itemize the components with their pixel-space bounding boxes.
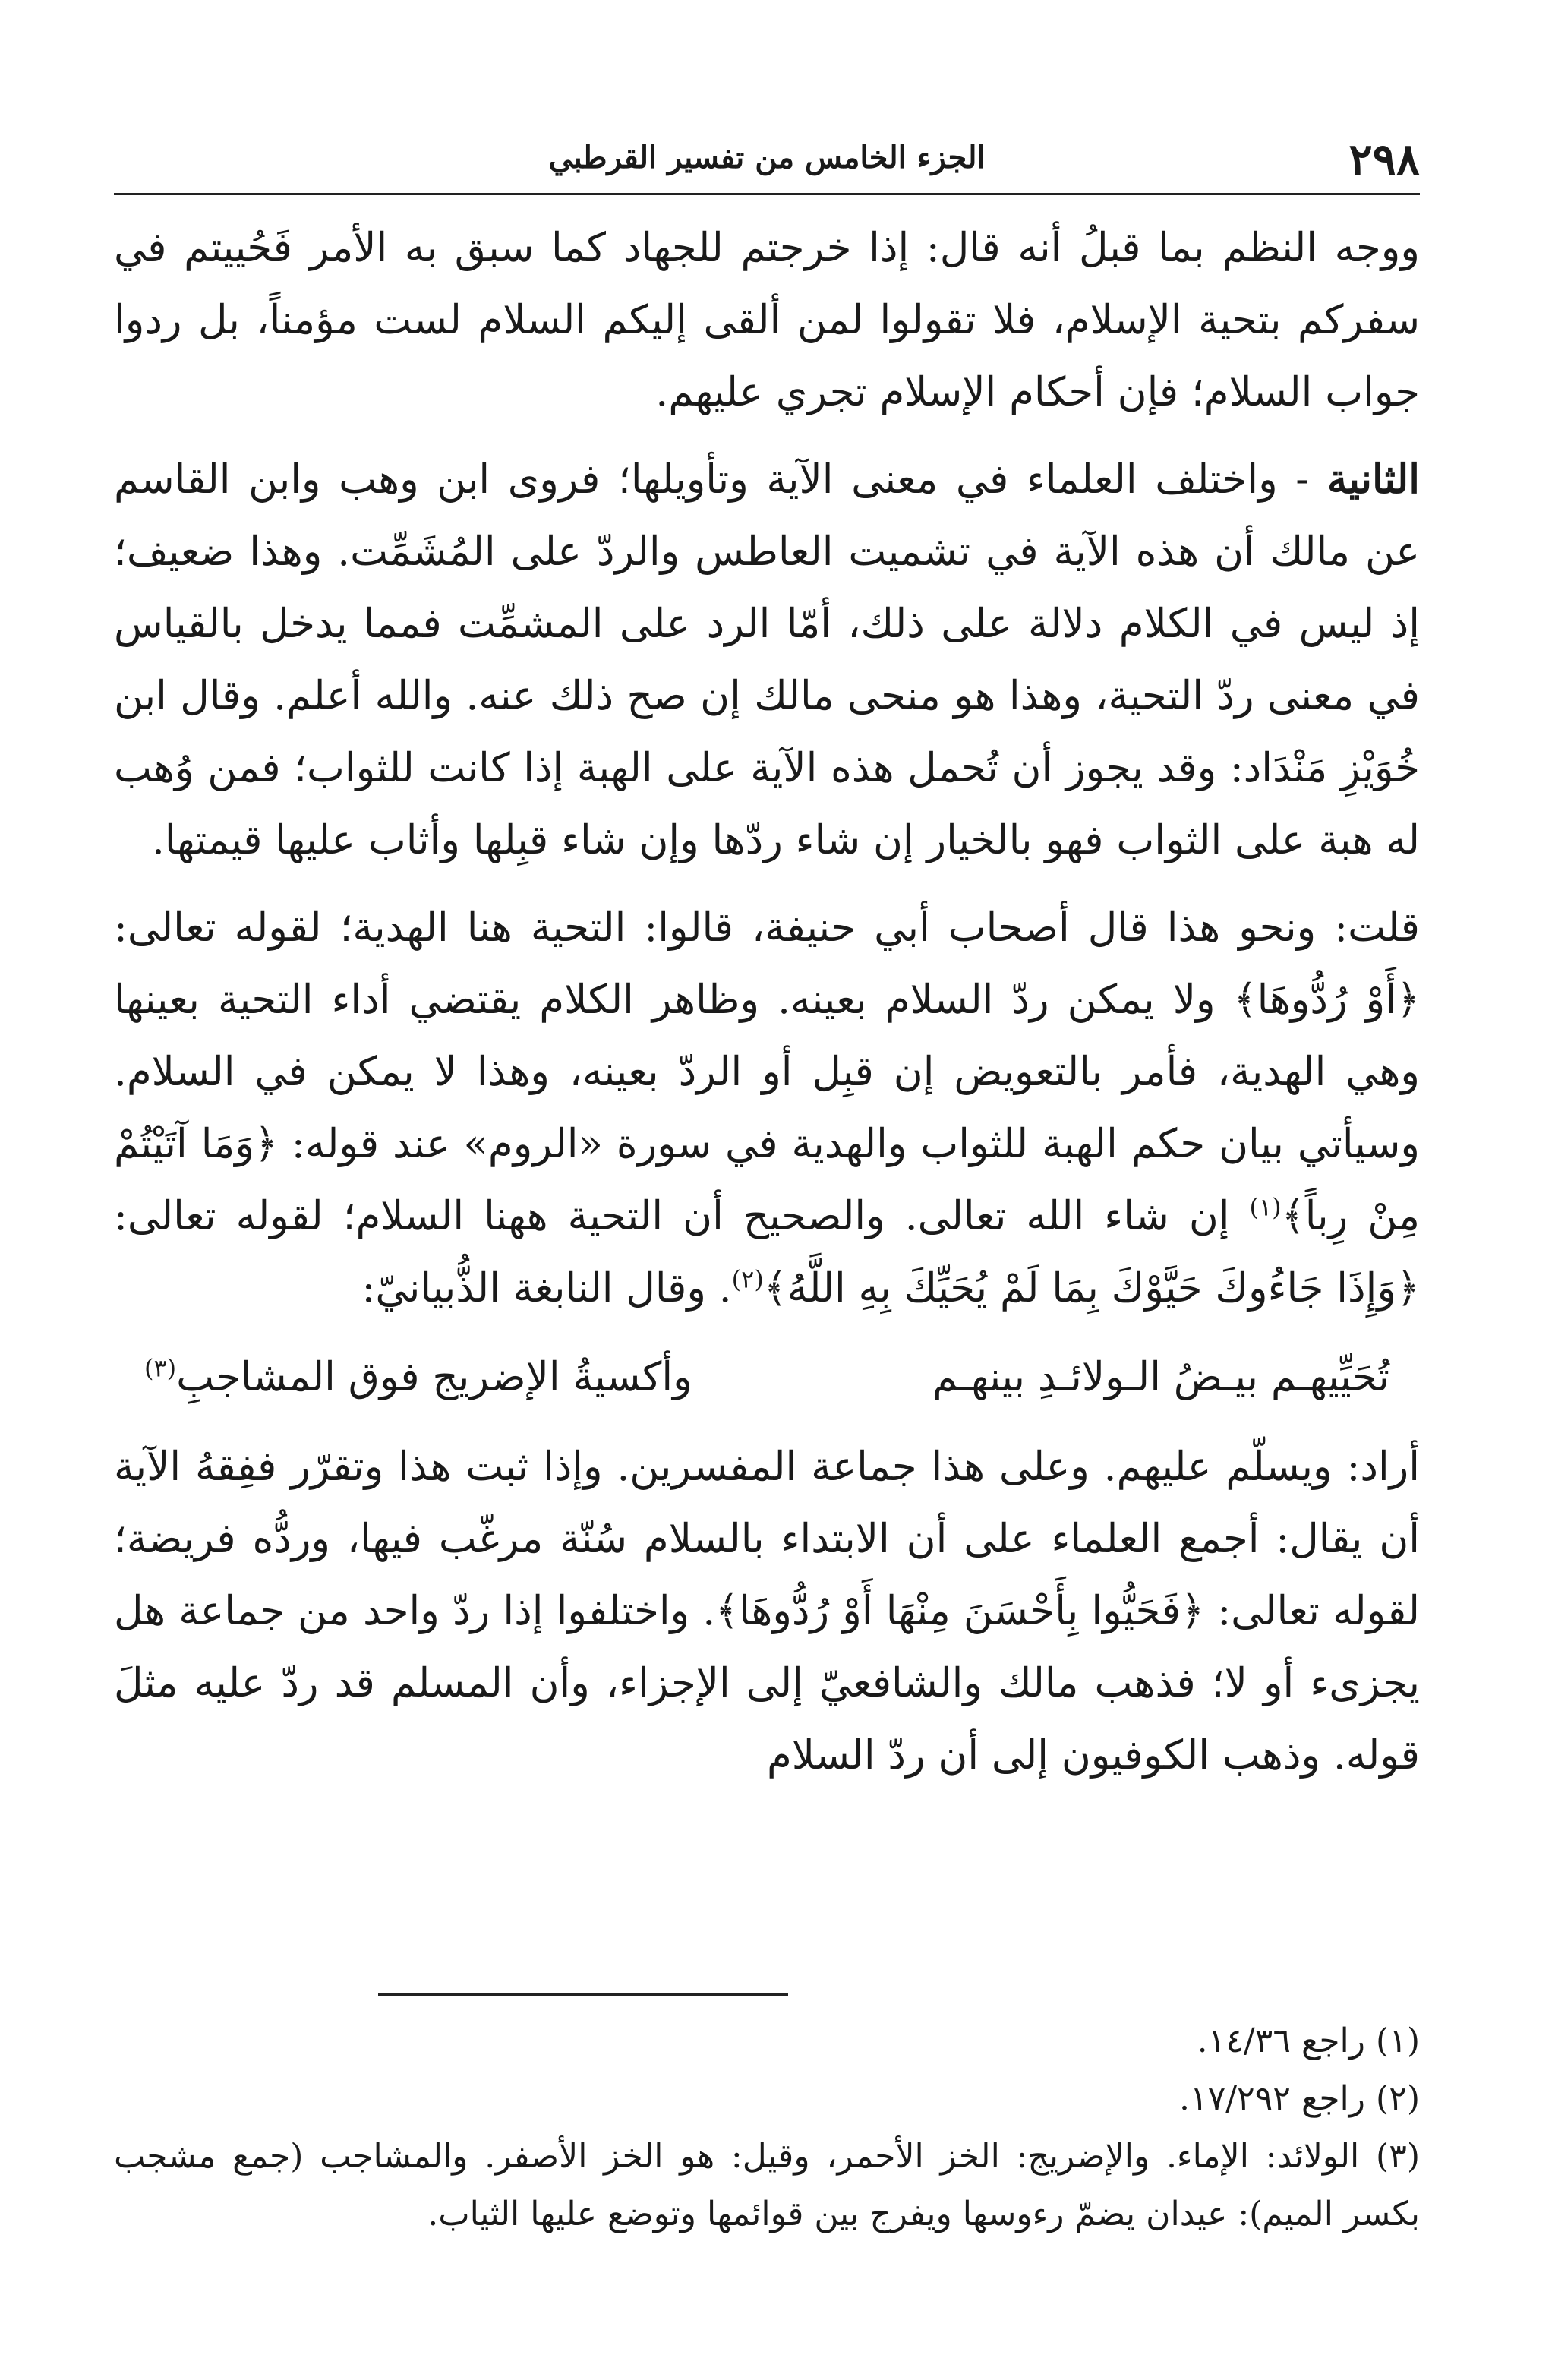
verse-second-hemistich-wrap bbox=[144, 1340, 692, 1416]
paragraph-3-text-b: إن شاء الله تعالى. والصحيح أن التحية ههنا السلام؛ لقوله تعالى: ﴿وَإِذَا جَاءُوكَ حَيَّوْكَ بِمَا لَمْ يُحَيِّكَ بِهِ اللَّهُ﴾ bbox=[114, 1193, 1420, 1312]
paragraph-4-text: أراد: ويسلّم عليهم. وعلى هذا جماعة المفسرين. وإذا ثبت هذا وتقرّر ففِقهُ الآية أن يقال: أجمع العلماء على أن الابتداء بالسلام سُنّة مرغّب فيها، وردُّه فريضة؛ لقوله تعالى: ﴿فَحَيُّوا بِأَحْسَنَ مِنْهَا أَوْ رُدُّوهَا﴾. واختلفوا إذا ردّ واحد من جماعة هل يجزىء أو لا؛ فذهب مالك والشافعيّ إلى الإجزاء، وأن المسلم قد ردّ عليه مثلَ قوله. وذهب الكوفيون إلى أن ردّ السلام bbox=[114, 1444, 1420, 1779]
page-number: ٢٩٨ bbox=[1348, 134, 1420, 185]
footnote-2: (٢) راجع ١٧/٢٩٢. bbox=[1178, 2079, 1420, 2118]
main-text bbox=[114, 212, 1420, 1791]
verse-first-hemistich: تُحَيِّيهـم بيـضُ الـولائـدِ بينهـم bbox=[932, 1354, 1389, 1400]
footnote-3: (٣) الولائد: الإماء. والإضريج: الخز الأحمر، وقيل: هو الخز الأصفر. والمشاجب (جمع مشجب بكسر الميم): عيدان يضمّ رءوسها ويفرج بين قوائمها وتوضع عليها الثياب. bbox=[114, 2137, 1420, 2233]
footnote-divider bbox=[378, 1993, 788, 1996]
footnotes bbox=[114, 2012, 1420, 2243]
section-heading-second: الثانية bbox=[1326, 456, 1420, 503]
footnote-1: (١) راجع ١٤/٣٦. bbox=[1197, 2022, 1420, 2060]
paragraph-1-text: ووجه النظم بما قبلُ أنه قال: إذا خرجتم للجهاد كما سبق به الأمر فَحُييتم في سفركم بتحية الإسلام، فلا تقولوا لمن ألقى إليكم السلام لست مؤمناً، بل ردوا جواب السلام؛ فإن أحكام الإسلام تجري عليهم. bbox=[114, 225, 1420, 415]
paragraph-2 bbox=[114, 443, 1420, 876]
book-page bbox=[114, 129, 1420, 1807]
footnote-ref-3[interactable]: (٣) bbox=[144, 1353, 177, 1383]
running-title: الجزء الخامس من تفسير القرطبي bbox=[548, 140, 986, 175]
footnote-ref-1[interactable]: (١) bbox=[1249, 1192, 1282, 1222]
paragraph-3-text-c: . وقال النابغة الذُّبيانيّ: bbox=[361, 1265, 732, 1312]
verse-second-hemistich: وأكسيةُ الإضريج فوق المشاجبِ bbox=[176, 1354, 692, 1400]
paragraph-2-text: - واختلف العلماء في معنى الآية وتأويلها؛ فروى ابن وهب وابن القاسم عن مالك أن هذه الآية في تشميت العاطس والردّ على المُشَمِّت. وهذا ضعيف؛ إذ ليس في الكلام دلالة على ذلك، أمّا الرد على المشمِّت فمما يدخل بالقياس في معنى ردّ التحية، وهذا هو منحى مالك إن صح ذلك عنه. والله أعلم. وقال ابن خُوَيْزِ مَنْدَاد: وقد يجوز أن تُحمل هذه الآية على الهبة إذا كانت للثواب؛ فمن وُهب له هبة على الثواب فهو بالخيار إن شاء ردّها وإن شاء قبِلها وأثاب عليها قيمتها. bbox=[114, 456, 1420, 863]
paragraph-3-text-a: قلت: ونحو هذا قال أصحاب أبي حنيفة، قالوا: التحية هنا الهدية؛ لقوله تعالى: ﴿أَوْ رُدُّوهَا﴾ ولا يمكن ردّ السلام بعينه. وظاهر الكلام يقتضي أداء التحية بعينها وهي الهدية، فأمر بالتعويض إن قبِل أو الردّ بعينه، وهذا لا يمكن في السلام. وسيأتي بيان حكم الهبة للثواب والهدية في سورة «الروم» عند قوله: ﴿وَمَا آتَيْتُمْ مِنْ رِباً﴾ bbox=[114, 904, 1420, 1239]
paragraph-4 bbox=[114, 1431, 1420, 1791]
footnote-ref-2[interactable]: (٢) bbox=[731, 1264, 764, 1294]
paragraph-1 bbox=[114, 212, 1420, 428]
running-header bbox=[114, 129, 1420, 195]
poetry-verse bbox=[114, 1340, 1420, 1416]
paragraph-3 bbox=[114, 892, 1420, 1324]
